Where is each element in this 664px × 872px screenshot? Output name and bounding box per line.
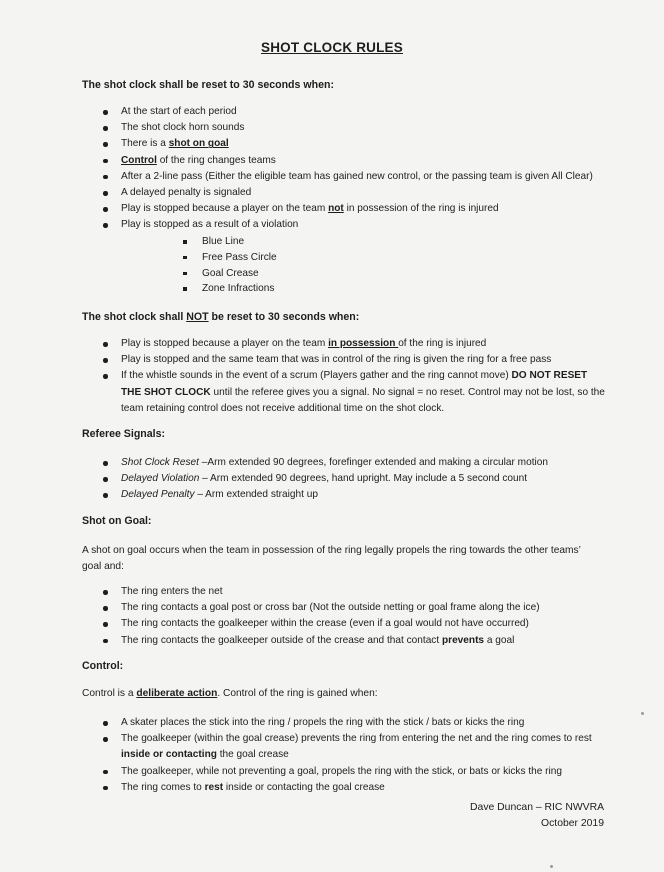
list-item: If the whistle sounds in the event of a scrum (Players gather and the ring cannot move) DO NOT RESET THE SHOT CLOCK until the referee gives you a signal. No signal = no reset. Control may not be lost, so the team retaining control does not receive additional time on the shot clock. <box>103 368 608 417</box>
list-item: Delayed Penalty – Arm extended straight up <box>103 487 613 503</box>
list-item: The ring contacts the goalkeeper within the crease (even if a goal would not have occurred) <box>103 616 613 632</box>
control-heading: Control: <box>82 660 124 672</box>
shot-on-goal-intro: A shot on goal occurs when the team in possession of the ring legally propels the ring towards the other teams’ goal and: <box>82 545 581 572</box>
list-item: Play is stopped and the same team that was in control of the ring is given the ring for a free pass <box>103 352 608 368</box>
author-line: Dave Duncan – RIC NWVRA <box>470 802 604 813</box>
list-item: Play is stopped because a player on the team in possession of the ring is injured <box>103 336 608 352</box>
sub-list-item: Zone Infractions <box>183 281 277 297</box>
list-item: After a 2-line pass (Either the eligible team has gained new control, or the passing team is given All Clear) <box>103 169 613 185</box>
violation-sublist <box>183 234 277 297</box>
list-item: Play is stopped as a result of a violation <box>103 217 613 233</box>
sub-list-item: Free Pass Circle <box>183 250 277 266</box>
list-item: The ring contacts the goalkeeper outside of the crease and that contact prevents a goal <box>103 633 613 649</box>
list-item: The ring comes to rest inside or contacting the goal crease <box>103 780 603 796</box>
referee-signals-list <box>103 455 613 504</box>
shot-on-goal-list <box>103 584 613 649</box>
date-line: October 2019 <box>541 818 604 829</box>
sub-list-item: Goal Crease <box>183 266 277 282</box>
shot-on-goal-heading: Shot on Goal: <box>82 515 152 527</box>
sub-list-item: Blue Line <box>183 234 277 250</box>
list-item: A skater places the stick into the ring / propels the ring with the stick / bats or kicks the ring <box>103 715 603 731</box>
list-item: Delayed Violation – Arm extended 90 degrees, hand upright. May include a 5 second count <box>103 471 613 487</box>
list-item: The goalkeeper, while not preventing a goal, propels the ring with the stick, or bats or kicks the ring <box>103 764 603 780</box>
page-title: SHOT CLOCK RULES <box>261 40 403 55</box>
control-list <box>103 715 603 796</box>
signature-block <box>470 800 604 832</box>
list-item: The ring enters the net <box>103 584 613 600</box>
scan-speck <box>641 712 644 715</box>
list-item: Play is stopped because a player on the team not in possession of the ring is injured <box>103 201 613 217</box>
list-item: The goalkeeper (within the goal crease) prevents the ring from entering the net and the ring comes to rest inside or contacting the goal crease <box>103 731 603 763</box>
list-item: At the start of each period <box>103 104 613 120</box>
list-item: The shot clock horn sounds <box>103 120 613 136</box>
list-item: There is a shot on goal <box>103 136 613 152</box>
list-item: Shot Clock Reset –Arm extended 90 degrees, forefinger extended and making a circular motion <box>103 455 613 471</box>
control-intro: Control is a deliberate action. Control of the ring is gained when: <box>82 688 378 699</box>
list-item: A delayed penalty is signaled <box>103 185 613 201</box>
reset-list <box>103 104 613 234</box>
list-item: The ring contacts a goal post or cross bar (Not the outside netting or goal frame along the ice) <box>103 600 613 616</box>
referee-signals-heading: Referee Signals: <box>82 428 166 440</box>
reset-heading: The shot clock shall be reset to 30 seconds when: <box>82 79 334 91</box>
not-reset-heading: The shot clock shall NOT be reset to 30 seconds when: <box>82 311 360 323</box>
scan-speck <box>550 865 553 868</box>
not-reset-list <box>103 336 608 417</box>
list-item: Control of the ring changes teams <box>103 153 613 169</box>
